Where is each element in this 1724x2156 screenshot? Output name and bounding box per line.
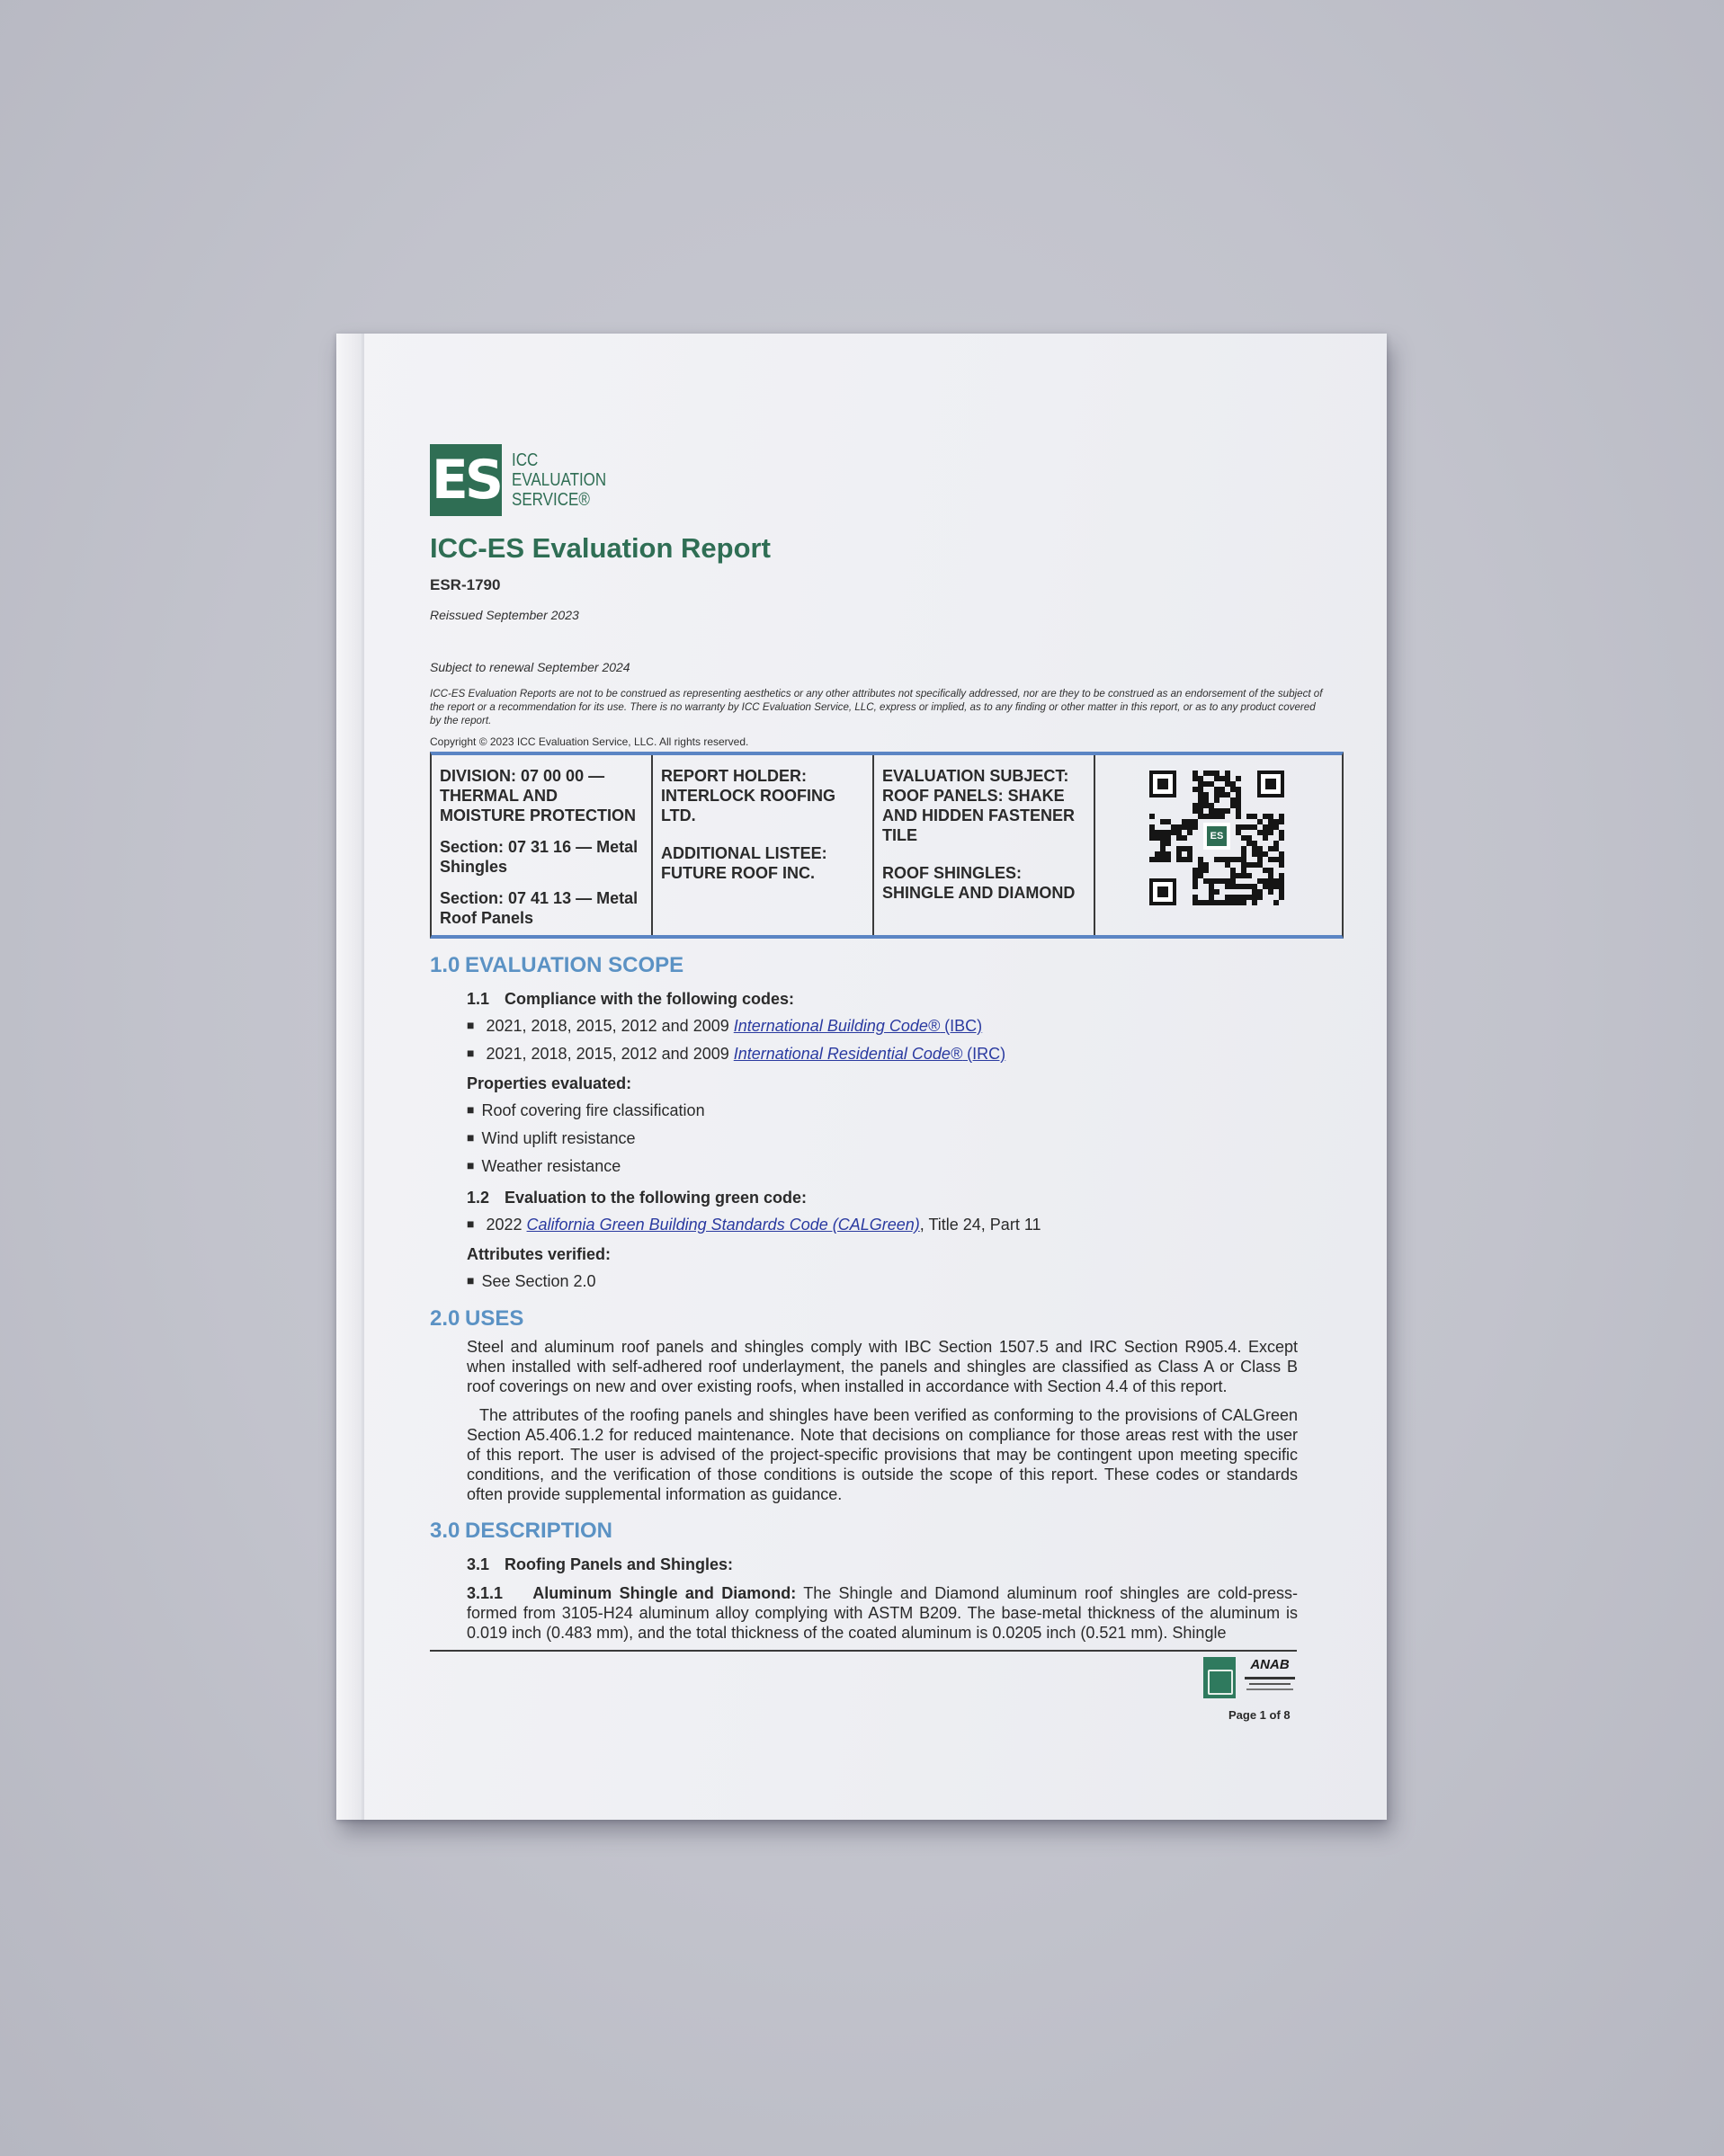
qr-finder-top-right (1257, 771, 1284, 797)
qr-module (1214, 889, 1219, 895)
qr-module (1219, 814, 1225, 819)
subsection-1-2-title: Evaluation to the following green code: (505, 1189, 808, 1207)
subsection-3-1-1-title: Aluminum Shingle and Diamond: (532, 1584, 797, 1602)
section-3-title: DESCRIPTION (465, 1519, 613, 1543)
qr-cell (1095, 755, 1338, 935)
section-2-heading (430, 1306, 1344, 1332)
qr-module (1246, 873, 1252, 878)
attributes-verified-label: Attributes verified: (467, 1245, 612, 1263)
qr-module (1257, 895, 1263, 900)
footer-divider (430, 1650, 1297, 1652)
section-1-heading (430, 953, 1344, 978)
irc-link[interactable] (734, 1045, 1005, 1063)
section-metal-roof-panels: Section: 07 41 13 — Metal Roof Panels (440, 889, 639, 927)
ibc-link[interactable] (734, 1017, 982, 1035)
qr-module (1263, 835, 1268, 841)
qr-module (1149, 814, 1155, 819)
report-info-table (430, 752, 1344, 939)
additional-listee: ADDITIONAL LISTEE: FUTURE ROOF INC. (661, 844, 827, 882)
properties-evaluated-label: Properties evaluated: (467, 1074, 632, 1092)
page-content (430, 444, 1344, 1643)
logo-line-3: SERVICE® (512, 490, 590, 510)
ibc-link-name: International Building Code® (733, 1017, 941, 1035)
division-text: DIVISION: 07 00 00 — THERMAL AND MOISTURE PROTECTION (440, 767, 637, 824)
qr-module (1225, 808, 1230, 814)
qr-center-logo (1203, 823, 1230, 850)
qr-module (1273, 900, 1279, 905)
logo-wordmark (512, 450, 606, 510)
qr-finder-bottom-left (1149, 878, 1176, 905)
qr-module (1203, 868, 1209, 873)
logo-line-1: ICC (512, 450, 539, 470)
qr-finder-top-left (1149, 771, 1176, 797)
subsection-3-1-1-text: The Shingle and Diamond aluminum roof shingles are cold-press-formed from 3105-H24 aluminum alloy complying with ASTM B209. The base-metal thickness of the aluminum is 0.019 inch (0.483 mm), and the total thickness of the coated aluminum is 0.0205 inch (0.521 mm). Shingle (467, 1584, 1298, 1642)
anab-rule (1249, 1683, 1291, 1685)
qr-module (1214, 797, 1219, 803)
es-logo-mark: ES (430, 444, 502, 516)
logo-line-2: EVALUATION (512, 470, 607, 490)
subsection-1-1-number: 1.1 (467, 990, 490, 1008)
section-2-number: 2.0 (430, 1306, 460, 1331)
property-item: ■ Roof covering fire classification (467, 1100, 1344, 1121)
qr-code[interactable] (1149, 771, 1284, 905)
qr-module (1193, 824, 1198, 830)
irc-link-name: International Residential Code® (733, 1045, 963, 1063)
qr-module (1279, 895, 1284, 900)
section-3-heading (430, 1519, 1344, 1544)
evaluation-subject: EVALUATION SUBJECT: ROOF PANELS: SHAKE AND HIDDEN FASTENER TILE (882, 767, 1076, 844)
subsection-1-1-heading (467, 989, 1344, 1009)
disclaimer: ICC-ES Evaluation Reports are not to be construed as representing aesthetics or any other attributes not specifically addressed, nor are they to be construed as an endorsement of the subject of the report or a recommendation for its use. There is no warranty by ICC Evaluation Service, LLC, express or implied, as to any finding or other matter in this report, or as to any product covered by the report. (430, 688, 1323, 726)
qr-module (1166, 841, 1171, 846)
section-metal-shingles: Section: 07 31 16 — Metal Shingles (440, 838, 639, 876)
irc-code-item (467, 1044, 1344, 1065)
subject-cell (874, 755, 1095, 935)
section-1-title: EVALUATION SCOPE (465, 953, 684, 977)
subsection-1-2-number: 1.2 (467, 1189, 490, 1207)
report-title: ICC-ES Evaluation Report (430, 532, 771, 564)
qr-module (1279, 835, 1284, 841)
qr-module (1268, 889, 1273, 895)
division-cell (432, 755, 653, 935)
qr-module (1279, 862, 1284, 868)
qr-module (1268, 830, 1273, 835)
anab-rule (1246, 1688, 1293, 1690)
qr-module (1187, 830, 1193, 835)
qr-module (1166, 857, 1171, 862)
section-2-title: USES (465, 1306, 524, 1331)
calgreen-link-text: California Green Building Standards Code (CALGreen) (526, 1216, 920, 1234)
qr-es-mark: ES (1207, 826, 1227, 846)
ibc-code-item (467, 1016, 1344, 1037)
uses-paragraph-2: The attributes of the roofing panels and shingles have been verified as conforming to the provisions of CALGreen Section A5.406.1.2 for reduced maintenance. Note that decisions on compliance for those areas rest with the user of this report. The user is advised of the project-specific provisions that may be contingent upon meeting specific conditions, and the verification of those conditions is outside the scope of this report. These codes or standards often provide supplemental information as guidance. (467, 1406, 1298, 1503)
page-number: Page 1 of 8 (1228, 1708, 1291, 1722)
qr-module (1279, 819, 1284, 824)
ibc-years: 2021, 2018, 2015, 2012 and 2009 (486, 1017, 734, 1035)
section-1-number: 1.0 (430, 953, 460, 977)
subsection-3-1-title: Roofing Panels and Shingles: (505, 1555, 734, 1573)
icc-council-logo (1203, 1657, 1236, 1698)
ibc-link-abbrev: (IBC) (940, 1017, 983, 1035)
binding-edge (362, 334, 363, 1820)
property-item: ■ Weather resistance (467, 1156, 1344, 1177)
irc-link-abbrev: (IRC) (962, 1045, 1006, 1063)
roof-shingles-subject: ROOF SHINGLES: SHINGLE AND DIAMOND (882, 864, 1076, 902)
uses-paragraph-1: Steel and aluminum roof panels and shingles comply with IBC Section 1507.5 and IRC Section R905.4. Except when installed with self-adhered roof underlayment, the panels and shingles are classified as Class A or Class B roof coverings on new and over existing roofs, when installed in accordance with Section 4.4 of this report. (467, 1338, 1298, 1395)
subsection-3-1-number: 3.1 (467, 1555, 490, 1573)
reissued-date: Reissued September 2023 (430, 608, 579, 622)
qr-module (1193, 884, 1198, 889)
qr-module (1182, 835, 1187, 841)
renewal-date: Subject to renewal September 2024 (430, 660, 630, 674)
qr-module (1252, 900, 1257, 905)
footer-logos (1203, 1657, 1297, 1698)
report-holder: REPORT HOLDER: INTERLOCK ROOFING LTD. (661, 767, 835, 824)
irc-years: 2021, 2018, 2015, 2012 and 2009 (486, 1045, 734, 1063)
calgreen-link[interactable] (527, 1216, 920, 1234)
binding-spine (336, 334, 364, 1820)
green-code-year: 2022 (486, 1216, 527, 1234)
icc-es-logo (430, 444, 1344, 518)
green-code-suffix: , Title 24, Part 11 (919, 1216, 1041, 1234)
subsection-3-1-1-number: 3.1.1 (467, 1584, 504, 1602)
report-page (336, 334, 1387, 1820)
subsection-1-1-title: Compliance with the following codes: (505, 990, 795, 1008)
copyright: Copyright © 2023 ICC Evaluation Service, LLC. All rights reserved. (430, 735, 749, 748)
qr-module (1236, 776, 1241, 781)
subsection-1-2-heading (467, 1188, 1344, 1207)
subsection-3-1-1-paragraph (467, 1583, 1298, 1643)
property-item: ■ Wind uplift resistance (467, 1128, 1344, 1149)
qr-module (1236, 814, 1241, 819)
qr-module (1187, 857, 1193, 862)
section-3-number: 3.0 (430, 1519, 460, 1543)
attribute-item: ■ See Section 2.0 (467, 1271, 1344, 1292)
holder-cell (653, 755, 874, 935)
subsection-3-1-heading (467, 1555, 1344, 1574)
anab-logo (1243, 1657, 1297, 1698)
anab-rule (1245, 1677, 1295, 1679)
report-number: ESR-1790 (430, 576, 501, 593)
green-code-item (467, 1215, 1344, 1235)
anab-wordmark: ANAB (1250, 1657, 1290, 1672)
qr-module (1241, 900, 1246, 905)
